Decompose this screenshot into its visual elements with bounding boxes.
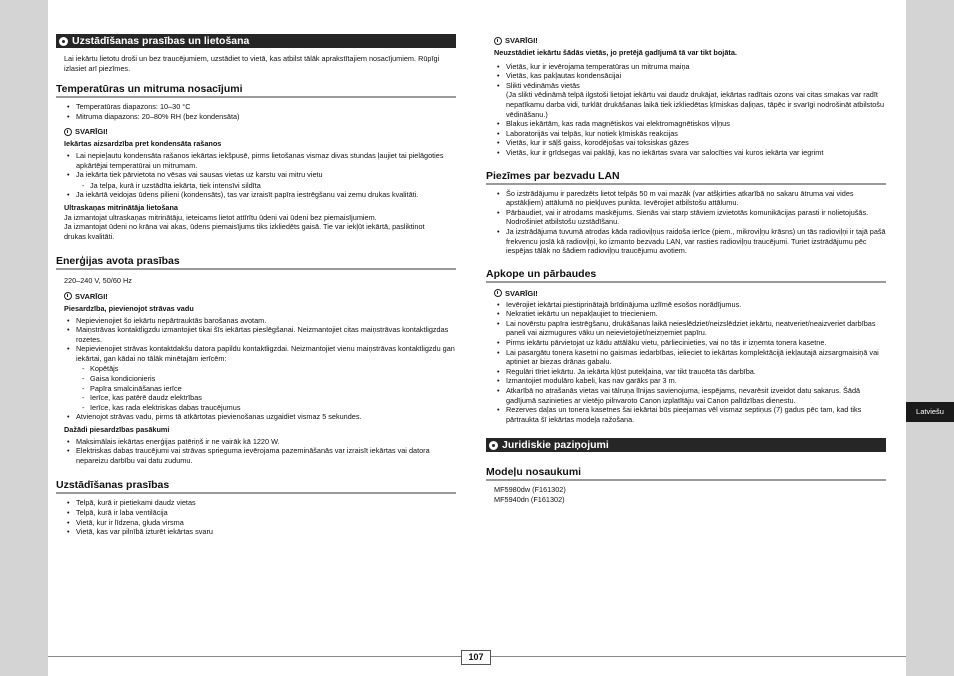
install-list: [56, 498, 456, 536]
humidifier-title: Ultraskaņas mitrinātāja lietošana: [64, 202, 178, 212]
warning-icon: [64, 128, 72, 136]
warning-icon: [64, 292, 72, 300]
list-item: • Lai nepieļautu kondensāta rašanos iekārtas iekšpusē, pirms lietošanas vismaz divas stundas ļaujiet tai pielāgoties apkārtējai temperatūrai un mitrumam.: [76, 151, 456, 170]
dash-list: [76, 364, 456, 412]
list-item: • Maiņstrāvas kontaktligzdu izmantojiet tikai šīs iekārtas pieslēgšanai. Neizmantojiet citas maiņstrāvas kontaktligzdas rozetes.: [76, 325, 456, 344]
list-item: • Ievērojiet iekārtai piestiprinātajā brīdinājuma uzlīmē esošos norādījumus.: [506, 300, 886, 310]
warning-icon: [494, 289, 502, 297]
list-item: - Papīra smalcināšanas ierīce: [90, 384, 456, 394]
list-item: • Telpā, kurā ir pietiekami daudz vietas: [76, 498, 456, 508]
left-column: [56, 34, 456, 537]
power-list-2: [56, 437, 456, 466]
list-item: • Ja izstrādājuma tuvumā atrodas kāda radioviļņus raidoša ierīce (piem., mikroviļņu krāsns) un tās radioviļņi ir tajā pašā frekvencu joslā kā radioviļņi, ko izmanto bezvadu LAN, var rasties radioviļņu traucējumi. Turiet izstrādājumu pēc iespējas tālāk no šādiem radioviļņu traucējumu avotiem.: [506, 227, 886, 256]
list-item: • Blakus iekārtām, kas rada magnētiskos vai elektromagnētiskos viļņus: [506, 119, 886, 129]
important-note: [494, 36, 886, 45]
banner-title: Uzstādīšanas prasības un lietošana: [72, 35, 250, 47]
list-item: • Vietās, kur ir sāļš gaiss, korodējošas vai toksiskas gāzes: [506, 138, 886, 148]
list-item: • Pārbaudiet, vai ir atrodams maskējums. Sienās vai starp stāviem izvietotās komunikācijas parasti ir nolietojušās. Nodrošiniet atbilstošu uzstādīšanu.: [506, 208, 886, 227]
list-item: • Pirms iekārtu pārvietojat uz kādu attālāku vietu, pārliecinieties, vai no tās ir izņemta tonera kasetne.: [506, 338, 886, 348]
gear-icon: [59, 37, 68, 46]
avoid-list: [486, 62, 886, 158]
list-item: • Lai pasargātu tonera kasetni no gaismas iedarbības, ielieciet to iekārtas komplektācijā iekļautajā aizsargmaisiņā vai aptiniet ar biezas drānas gabalu.: [506, 348, 886, 367]
document-page: [48, 0, 906, 676]
list-item: • Regulāri tīriet iekārtu. Ja iekārta kļūst putekļaina, var tikt traucēta tās darbība.: [506, 367, 886, 377]
list-item-text: Ja iekārta tiek pārvietota no vēsas vai sausas vietas uz karstu vai mitru vietu: [76, 170, 323, 180]
condensation-list: [56, 151, 456, 200]
list-item: - Kopētājs: [90, 364, 456, 374]
list-item: - Ierīce, kas patērē daudz elektrības: [90, 393, 456, 403]
list-item-text: Slikti vēdināmās vietās: [506, 80, 580, 90]
gear-icon: [489, 441, 498, 450]
important-label: SVARĪGI!: [505, 36, 538, 45]
avoid-title: Neuzstādiet iekārtu šādās vietās, jo pretējā gadījumā tā var tikt bojāta.: [494, 48, 737, 57]
list-item: • Telpā, kurā ir laba ventilācija: [76, 508, 456, 518]
banner-title: Juridiskie paziņojumi: [502, 439, 609, 452]
list-item: • Izmantojiet modulāro kabeli, kas nav garāks par 3 m.: [506, 376, 886, 386]
power-important-title: Piesardzība, pievienojot strāvas vadu: [64, 303, 194, 313]
important-label: SVARĪGI!: [505, 288, 538, 298]
power-list: [56, 316, 456, 423]
power-heading: Enerģijas avota prasības: [56, 255, 456, 270]
install-heading: Uzstādīšanas prasības: [56, 479, 456, 494]
dash-list: [76, 181, 456, 191]
list-item: • Temperatūras diapazons: 10–30 °C: [76, 102, 456, 112]
warning-icon: [494, 37, 502, 45]
right-column: [486, 34, 886, 505]
language-tab: Latviešu: [906, 402, 954, 422]
list-item: • Laboratorijās vai telpās, kur notiek ķīmiskās reakcijas: [506, 129, 886, 139]
list-item: • Šo izstrādājumu ir paredzēts lietot telpās 50 m vai mazāk (var atšķirties atkarībā no sakaru ātruma vai vides apstākļiem) attālumā no piekļuves punkta. Ievērojiet atbilstošu attālumu.: [506, 189, 886, 208]
list-item: [506, 81, 886, 119]
list-item: - Ierīce, kas rada elektriskas dabas traucējumus: [90, 403, 456, 413]
list-item: • Vietā, kas var pilnībā izturēt iekārtas svaru: [76, 527, 456, 537]
list-item: • Mitruma diapazons: 20–80% RH (bez kondensāta): [76, 112, 456, 122]
list-item: • Atvienojot strāvas vadu, pirms tā atkārtotas pievienošanas uzgaidiet vismaz 5 sekundes.: [76, 412, 456, 422]
humidifier-text-1: Ja izmantojat ultraskaņas mitrinātāju, ieteicams lietot attīrītu ūdeni vai ūdeni bez piemaisījumiem.: [64, 212, 377, 222]
list-item-note: (Ja slikti vēdināmā telpā ilgstoši lietojat iekārtu vai daudz drukājat, iekārtas radītais ozons vai citas smakas var radīt nepatīkamu darba vidi, turklāt drukāšanas laikā tiek izkliedētas ķīmiskas daļiņas, tāpēc ir svarīgi nodrošināt atbilstošu vēdināšanu.): [506, 90, 885, 119]
maintenance-list: [486, 300, 886, 425]
maintenance-heading: Apkope un pārbaudes: [486, 268, 886, 283]
important-label: SVARĪGI!: [75, 127, 108, 137]
important-note: [494, 289, 886, 298]
list-item: • Ja iekārtā veidojas ūdens pilieni (kondensāts), tas var izraisīt papīra iestrēgšanu vai zemu drukas kvalitāti.: [76, 190, 456, 200]
list-item: • Vietās, kur ir grīdsegas vai paklāji, kas no iekārtas svara var salocīties vai kuros iekārta var iegrimt: [506, 148, 886, 158]
list-item: - Gaisa kondicionieris: [90, 374, 456, 384]
page-number: 107: [461, 650, 491, 665]
model-heading: Modeļu nosaukumi: [486, 466, 886, 481]
list-item: • Nekratiet iekārtu un nepakļaujiet to triecieniem.: [506, 309, 886, 319]
list-item: • Maksimālais iekārtas enerģijas patēriņš ir ne vairāk kā 1220 W.: [76, 437, 456, 447]
power-sub-title: Dažādi piesardzības pasākumi: [64, 425, 170, 435]
list-item: • Elektriskas dabas traucējumi vai strāvas sprieguma ievērojama pazemināšanās var izraisīt iekārtas vai datora nepareizu darbību vai datu zudumu.: [76, 446, 456, 465]
model-name: MF5980dw (F161302): [494, 485, 566, 495]
list-item: • Nepievienojiet šo iekārtu nepārtrauktās barošanas avotam.: [76, 316, 456, 326]
lan-heading: Piezīmes par bezvadu LAN: [486, 170, 886, 185]
list-item: • Atkarībā no atrašanās vietas vai tālruņa līnijas savienojuma, iespējams, nevarēsit izveidot datu sakarus. Šādā gadījumā sazinieties ar vietējo pilnvaroto Canon izplatītāju vai Canon palīdzības dienestu.: [506, 386, 886, 405]
condensation-title: Iekārtas aizsardzība pret kondensāta rašanos: [64, 139, 222, 149]
temp-heading: Temperatūras un mitruma nosacījumi: [56, 83, 456, 98]
model-name: MF5940dn (F161302): [494, 495, 565, 504]
important-label: SVARĪGI!: [75, 291, 108, 301]
lan-list: [486, 189, 886, 256]
list-item: • Vietās, kas pakļautas kondensācijai: [506, 71, 886, 81]
list-item: [76, 170, 456, 190]
temp-list: [56, 102, 456, 121]
list-item: - Ja telpa, kurā ir uzstādīta iekārta, tiek intensīvi sildīta: [90, 181, 456, 191]
section-banner: [56, 34, 456, 48]
list-item-text: Nepievienojiet strāvas kontaktdakšu datora papildu kontaktligzdai. Neizmantojiet vienu maiņstrāvas kontaktligzdu gan iekārtai, gan kādai no tālāk minētajām ierīcēm:: [76, 344, 455, 363]
list-item: [76, 344, 456, 412]
list-item: • Lai novērstu papīra iestrēgšanu, drukāšanas laikā neieslēdziet/neizslēdziet iekārtu, neatveriet/neaizveriet darbības paneli vai aizmugures vāku un neievietojiet/neizņemiet papīru.: [506, 319, 886, 338]
humidifier-text-2: Ja izmantojat ūdeni no krāna vai akas, ūdens piemaisījums tiks izkliedēts gaisā. Tie var iekļūt iekārtā, pasliktinot drukas kvalitāti.: [64, 222, 425, 241]
power-spec: 220–240 V, 50/60 Hz: [64, 276, 132, 286]
list-item: • Vietā, kur ir līdzena, gluda virsma: [76, 518, 456, 528]
list-item: • Rezerves daļas un tonera kasetnes šai iekārtai būs pieejamas vēl vismaz septiņus (7) gadus pēc tam, kad tiks pārtraukta šī iekārtas modeļa ražošana.: [506, 405, 886, 424]
important-note: [64, 127, 456, 136]
legal-banner: [486, 438, 886, 452]
list-item: • Vietās, kur ir ievērojama temperatūras un mitruma maiņa: [506, 62, 886, 72]
intro-text: Lai iekārtu lietotu droši un bez traucējumiem, uzstādiet to vietā, kas atbilst tālāk aprakstītajiem nosacījumiem. Rūpīgi izlasiet arī piezīmes.: [64, 54, 440, 73]
important-note: [64, 292, 456, 301]
